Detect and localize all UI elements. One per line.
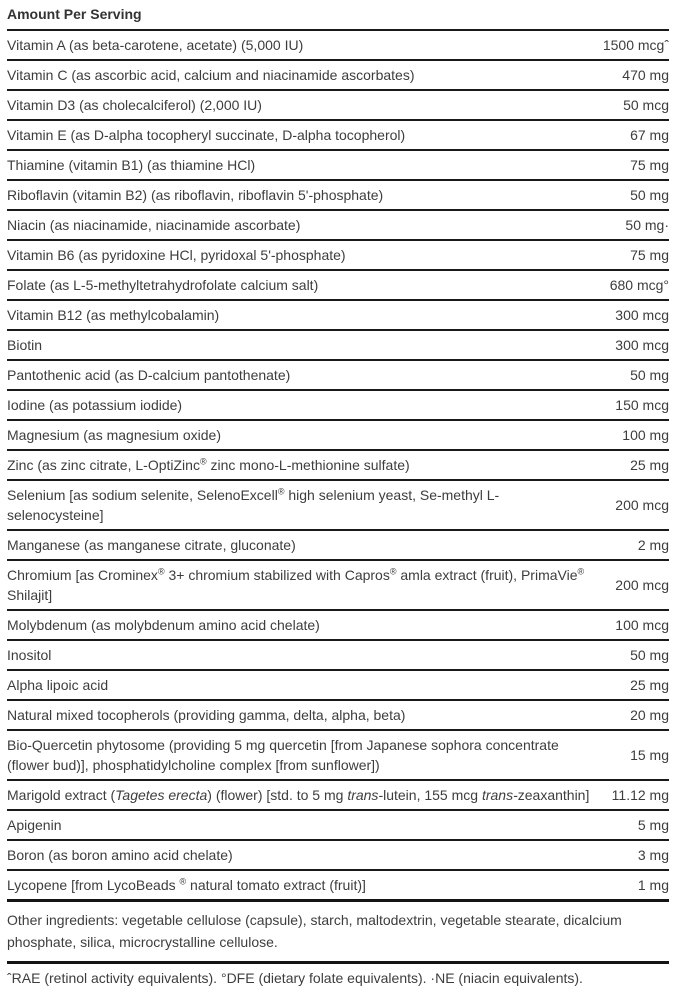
nutrient-name: Iodine (as potassium iodide) xyxy=(7,397,183,413)
nutrient-name: Inositol xyxy=(7,647,52,663)
nutrient-name: Apigenin xyxy=(7,817,62,833)
nutrient-amount: 25 mg xyxy=(630,457,669,473)
nutrient-amount: 100 mcg xyxy=(615,617,669,633)
footnote-text: ˆRAE (retinol activity equivalents). °DFE (dietary folate equivalents). ·NE (niacin equivalents). xyxy=(7,970,583,986)
nutrient-amount: 1 mg xyxy=(637,877,669,893)
nutrient-amount: 11.12 mg xyxy=(611,787,669,803)
nutrient-name: Pantothenic acid (as D-calcium pantothenate) xyxy=(7,367,291,383)
table-row xyxy=(7,671,669,701)
nutrient-name: Vitamin A (as beta-carotene, acetate) (5,000 IU) xyxy=(7,37,304,53)
nutrient-amount: 680 mcg° xyxy=(609,277,669,293)
nutrient-amount: 25 mg xyxy=(630,677,669,693)
nutrient-name: Zinc (as zinc citrate, L-OptiZinc® zinc mono-L-methionine sulfate) xyxy=(7,456,410,473)
table-row xyxy=(7,451,669,481)
other-ingredients: Other ingredients: vegetable cellulose (capsule), starch, maltodextrin, vegetable stearate, dicalcium phosphate, silica, microcrystalline cellulose. xyxy=(7,899,669,964)
table-row xyxy=(7,811,669,841)
nutrient-name: Biotin xyxy=(7,337,43,353)
nutrient-name: Chromium [as Crominex® 3+ chromium stabilized with Capros® amla extract (fruit), PrimaVie® Shilajit] xyxy=(7,566,585,603)
nutrient-name: Boron (as boron amino acid chelate) xyxy=(7,847,233,863)
nutrient-amount: 200 mcg xyxy=(615,497,669,513)
table-row xyxy=(7,211,669,241)
table-row xyxy=(7,121,669,151)
nutrient-name: Vitamin E (as D-alpha tocopheryl succinate, D-alpha tocopherol) xyxy=(7,127,406,143)
table-row xyxy=(7,731,669,781)
table-row xyxy=(7,331,669,361)
nutrient-name: Thiamine (vitamin B1) (as thiamine HCl) xyxy=(7,157,256,173)
table-row xyxy=(7,181,669,211)
nutrient-name: Vitamin D3 (as cholecalciferol) (2,000 IU) xyxy=(7,97,262,113)
table-row xyxy=(7,301,669,331)
table-row xyxy=(7,781,669,811)
nutrient-name: Vitamin B6 (as pyridoxine HCl, pyridoxal 5'-phosphate) xyxy=(7,247,346,263)
table-row xyxy=(7,611,669,641)
nutrient-amount: 200 mcg xyxy=(615,577,669,593)
nutrient-amount: 150 mcg xyxy=(615,397,669,413)
table-rows xyxy=(7,31,669,899)
nutrient-name: Vitamin B12 (as methylcobalamin) xyxy=(7,307,220,323)
nutrient-name: Vitamin C (as ascorbic acid, calcium and niacinamide ascorbates) xyxy=(7,67,415,83)
nutrient-amount: 50 mg xyxy=(630,367,669,383)
nutrient-name: Marigold extract (Tagetes erecta) (flower) [std. to 5 mg trans-lutein, 155 mcg trans-zeaxanthin] xyxy=(7,787,590,803)
nutrient-name: Manganese (as manganese citrate, gluconate) xyxy=(7,537,296,553)
nutrient-amount: 50 mg· xyxy=(625,217,669,233)
table-row xyxy=(7,151,669,181)
nutrient-amount: 100 mg xyxy=(622,427,669,443)
nutrient-name: Selenium [as sodium selenite, SelenoExcell® high selenium yeast, Se-methyl L-selenocysteine] xyxy=(7,486,500,523)
nutrient-amount: 3 mg xyxy=(637,847,669,863)
nutrient-name: Alpha lipoic acid xyxy=(7,677,109,693)
nutrient-name: Lycopene [from LycoBeads ® natural tomato extract (fruit)] xyxy=(7,876,366,893)
table-row xyxy=(7,531,669,561)
table-row xyxy=(7,841,669,871)
nutrient-amount: 75 mg xyxy=(630,157,669,173)
table-row xyxy=(7,871,669,899)
nutrient-amount: 50 mcg xyxy=(623,97,669,113)
nutrient-name: Folate (as L-5-methyltetrahydrofolate calcium salt) xyxy=(7,277,319,293)
nutrient-name: Magnesium (as magnesium oxide) xyxy=(7,427,221,443)
nutrient-amount: 20 mg xyxy=(630,707,669,723)
table-row xyxy=(7,641,669,671)
nutrient-amount: 50 mg xyxy=(630,647,669,663)
table-row xyxy=(7,421,669,451)
nutrient-amount: 5 mg xyxy=(637,817,669,833)
table-row xyxy=(7,241,669,271)
nutrient-name: Molybdenum (as molybdenum amino acid chelate) xyxy=(7,617,320,633)
table-row xyxy=(7,481,669,531)
nutrient-name: Natural mixed tocopherols (providing gamma, delta, alpha, beta) xyxy=(7,707,406,723)
table-row xyxy=(7,91,669,121)
nutrient-amount: 1500 mcgˆ xyxy=(602,37,669,53)
nutrient-amount: 2 mg xyxy=(637,537,669,553)
nutrient-amount: 15 mg xyxy=(630,747,669,763)
nutrient-name: Riboflavin (vitamin B2) (as riboflavin, riboflavin 5'-phosphate) xyxy=(7,187,384,203)
nutrient-amount: 67 mg xyxy=(630,127,669,143)
table-row xyxy=(7,31,669,61)
nutrient-name: Niacin (as niacinamide, niacinamide ascorbate) xyxy=(7,217,301,233)
table-row xyxy=(7,61,669,91)
nutrient-name: Bio-Quercetin phytosome (providing 5 mg quercetin [from Japanese sophora concentrate (flower bud)], phosphatidylcholine complex [from sunflower]) xyxy=(7,737,559,773)
nutrient-amount: 300 mcg xyxy=(615,337,669,353)
nutrient-amount: 300 mcg xyxy=(615,307,669,323)
table-row xyxy=(7,561,669,611)
nutrient-amount: 50 mg xyxy=(630,187,669,203)
amount-per-serving-header: Amount Per Serving xyxy=(7,0,669,31)
table-row xyxy=(7,391,669,421)
table-row xyxy=(7,271,669,301)
nutrient-amount: 470 mg xyxy=(622,67,669,83)
table-row xyxy=(7,701,669,731)
nutrient-amount: 75 mg xyxy=(630,247,669,263)
table-row xyxy=(7,361,669,391)
